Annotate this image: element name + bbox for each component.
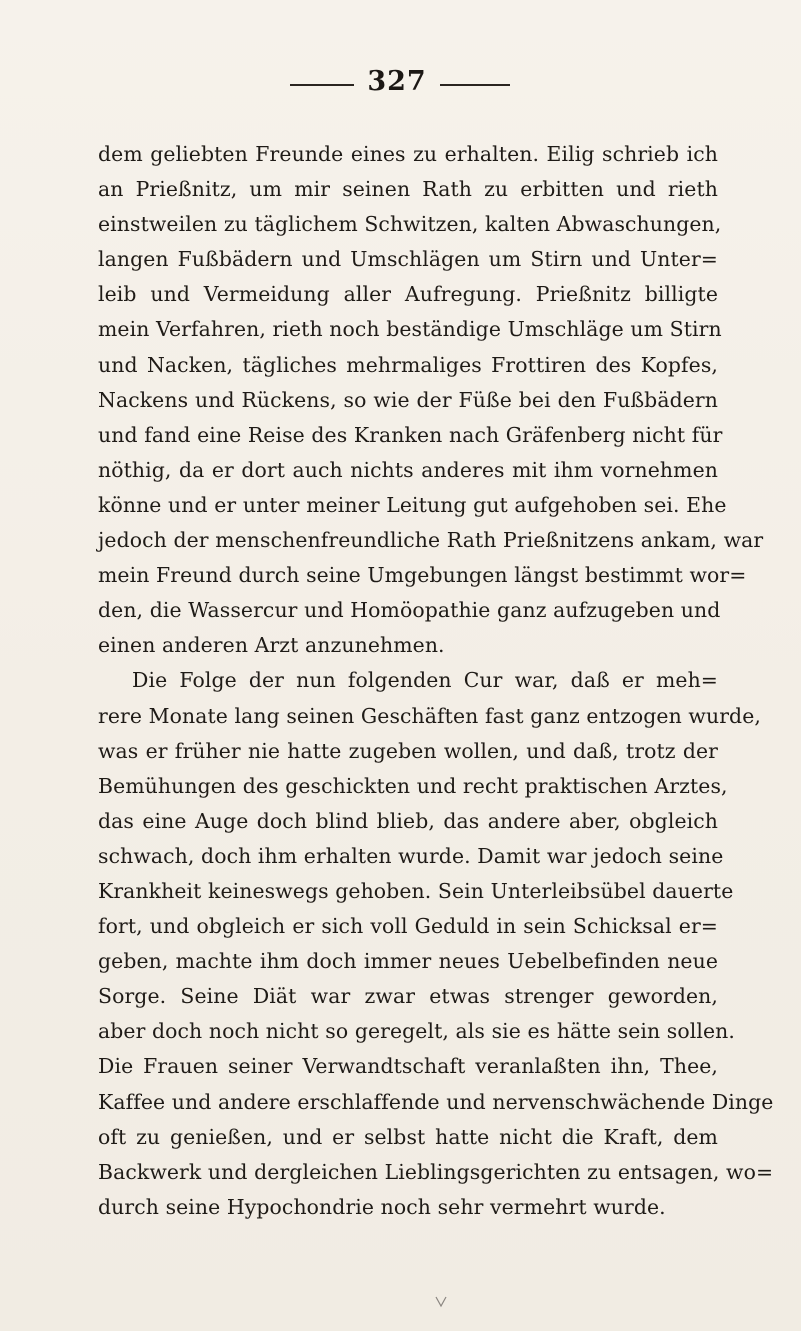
text-line: an Prießnitz, um mir seinen Rath zu erbitten und rieth <box>98 177 718 202</box>
page-number: 327 <box>367 66 427 97</box>
text-line: aber doch noch nicht so geregelt, als sie es hätte sein sollen. <box>98 1019 735 1044</box>
text-line: das eine Auge doch blind blieb, das andere aber, obgleich <box>98 808 718 833</box>
text-line: durch seine Hypochondrie noch sehr vermehrt wurde. <box>98 1194 666 1219</box>
text-line: Die Frauen seiner Verwandtschaft veranlaßten ihn, Thee, <box>98 1054 718 1079</box>
text-line: nöthig, da er dort auch nichts anderes mit ihm vornehmen <box>98 457 718 482</box>
text-line: Krankheit keineswegs gehoben. Sein Unterleibsübel dauerte <box>98 878 734 903</box>
text-line: leib und Vermeidung aller Aufregung. Prießnitz billigte <box>98 282 718 307</box>
text-line: jedoch der menschenfreundliche Rath Prießnitzens ankam, war <box>98 528 764 553</box>
text-line: langen Fußbädern und Umschlägen um Stirn und Unter= <box>98 247 718 272</box>
text-line: Die Folge der nun folgenden Cur war, daß er meh= <box>132 668 718 693</box>
text-line: fort, und obgleich er sich voll Geduld in sein Schicksal er= <box>98 914 718 939</box>
paragraph-1 <box>98 137 764 663</box>
text-line: Nackens und Rückens, so wie der Füße bei den Fußbädern <box>98 387 718 412</box>
text-line: einstweilen zu täglichem Schwitzen, kalten Abwaschungen, <box>98 212 722 237</box>
text-line: mein Verfahren, rieth noch beständige Umschläge um Stirn <box>98 317 722 342</box>
paragraph-2 <box>98 663 774 1225</box>
header-rule-left <box>290 84 354 86</box>
text-line: Backwerk und dergleichen Lieblingsgerichten zu entsagen, wo= <box>98 1159 774 1184</box>
text-line: und fand eine Reise des Kranken nach Gräfenberg nicht für <box>98 422 723 447</box>
text-line: schwach, doch ihm erhalten wurde. Damit war jedoch seine <box>98 843 724 868</box>
text-line: einen anderen Arzt anzunehmen. <box>98 633 445 658</box>
page-header <box>0 66 801 106</box>
text-line: Sorge. Seine Diät war zwar etwas strenger geworden, <box>98 984 718 1009</box>
text-line: könne und er unter meiner Leitung gut aufgehoben sei. Ehe <box>98 492 727 517</box>
printer-mark-icon <box>434 1295 448 1309</box>
text-line: rere Monate lang seinen Geschäften fast ganz entzogen wurde, <box>98 703 761 728</box>
text-line: und Nacken, tägliches mehrmaliges Frottiren des Kopfes, <box>98 352 718 377</box>
text-line: mein Freund durch seine Umgebungen längst bestimmt wor= <box>98 563 747 588</box>
text-line: den, die Wassercur und Homöopathie ganz aufzugeben und <box>98 598 721 623</box>
text-line: was er früher nie hatte zugeben wollen, und daß, trotz der <box>98 738 718 763</box>
text-line: Bemühungen des geschickten und recht praktischen Arztes, <box>98 773 728 798</box>
body-text <box>98 137 774 1225</box>
header-rule-right <box>440 84 510 86</box>
text-line: oft zu genießen, und er selbst hatte nicht die Kraft, dem <box>98 1124 718 1149</box>
text-line: Kaffee und andere erschlaffende und nervenschwächende Dinge <box>98 1089 774 1114</box>
text-line: geben, machte ihm doch immer neues Uebelbefinden neue <box>98 949 718 974</box>
text-line: dem geliebten Freunde eines zu erhalten. Eilig schrieb ich <box>98 142 718 166</box>
